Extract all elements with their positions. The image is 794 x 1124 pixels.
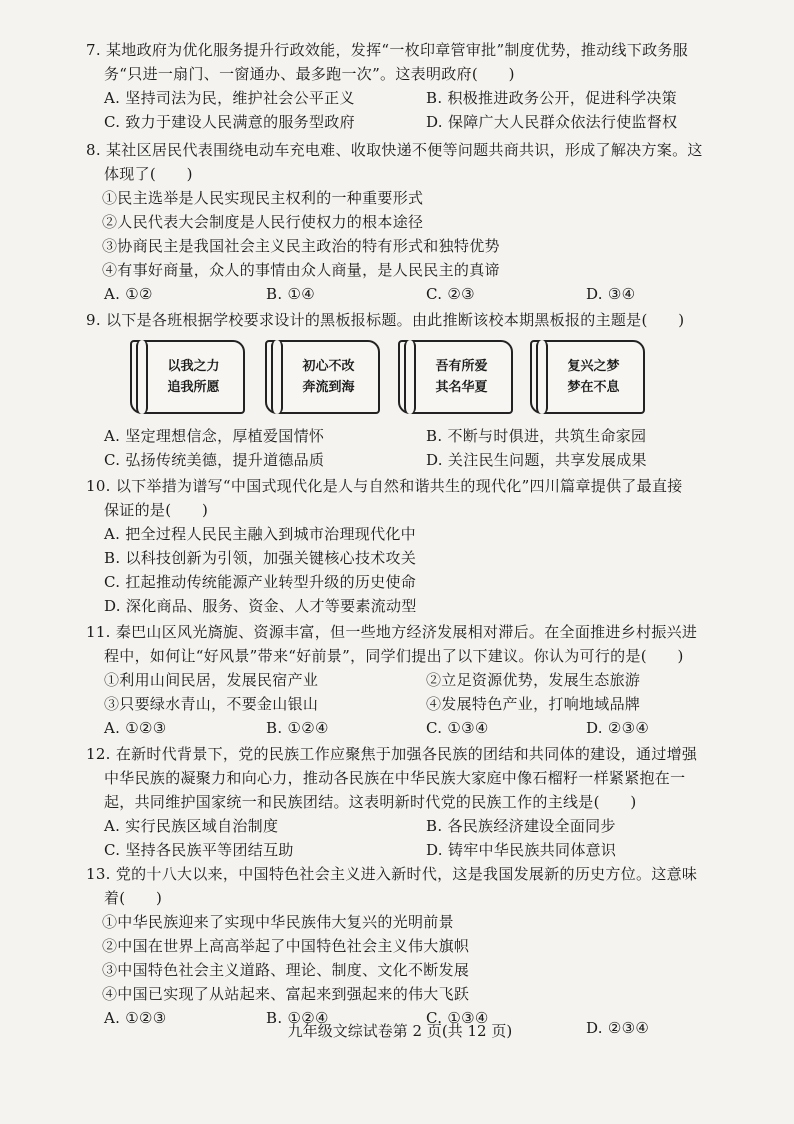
- q9-stem: 9. 以下是各班根据学校要求设计的黑板报标题。由此推断该校本期黑板报的主题是( ): [86, 311, 685, 329]
- q7-stem-cont: 务“只进一扇门、一窗通办、最多跑一次”。这表明政府( ): [104, 65, 515, 83]
- q13-option-d[interactable]: D. ②③④: [586, 1019, 650, 1037]
- q7-option-d[interactable]: D. 保障广大人民群众依法行使监督权: [426, 113, 678, 131]
- q13-option-a[interactable]: A. ①②③: [104, 1009, 167, 1027]
- q8-stem-cont: 体现了( ): [104, 165, 193, 183]
- board-4-line-1: 复兴之梦: [567, 359, 620, 374]
- q8-stem: 8. 某社区居民代表围绕电动车充电难、收取快递不便等问题共商共识，形成了解决方案。这: [86, 141, 703, 159]
- q7-options-row2: [86, 110, 722, 134]
- q11-statements-row2: [86, 692, 722, 716]
- q7-options-row1: [86, 86, 722, 110]
- board-2-line-2: 奔流到海: [302, 380, 355, 395]
- q11-stem-cont: 程中，如何让“好风景”带来“好前景”，同学们提出了以下建议。你认为可行的是( ): [104, 647, 684, 665]
- question-7: [86, 38, 722, 134]
- board-3-line-1: 吾有所爱: [435, 359, 488, 374]
- board-scroll-4: [530, 340, 645, 414]
- q9-options-row1: [86, 424, 722, 448]
- q8-statement-3: ③协商民主是我国社会主义民主政治的特有形式和独特优势: [102, 237, 500, 255]
- q8-option-d[interactable]: D. ③④: [586, 285, 636, 303]
- q12-option-c[interactable]: C. 坚持各民族平等团结互助: [104, 841, 294, 859]
- q11-option-b[interactable]: B. ①②④: [266, 719, 329, 737]
- q12-stem: 12. 在新时代背景下，党的民族工作应聚焦于加强各民族的团结和共同体的建设，通过增强: [86, 745, 698, 763]
- q7-option-c[interactable]: C. 致力于建设人民满意的服务型政府: [104, 113, 355, 131]
- q11-statement-2: ②立足资源优势，发展生态旅游: [426, 671, 641, 689]
- question-10: [86, 474, 722, 618]
- q13-statement-1: ①中华民族迎来了实现中华民族伟大复兴的光明前景: [102, 913, 454, 931]
- q8-option-a[interactable]: A. ①②: [104, 285, 153, 303]
- board-1-line-2: 追我所愿: [167, 380, 220, 395]
- q7-option-a[interactable]: A. 坚持司法为民，维护社会公平正义: [104, 89, 355, 107]
- question-12: [86, 742, 722, 862]
- q13-statement-4: ④中国已实现了从站起来、富起来到强起来的伟大飞跃: [102, 985, 470, 1003]
- q11-statements-row1: [86, 668, 722, 692]
- q10-stem-cont: 保证的是( ): [104, 501, 209, 519]
- q8-statement-4: ④有事好商量，众人的事情由众人商量，是人民民主的真谛: [102, 261, 500, 279]
- board-scroll-2: [265, 340, 380, 414]
- q11-statement-1: ①利用山间民居，发展民宿产业: [104, 671, 319, 689]
- board-4-line-2: 梦在不息: [567, 380, 620, 395]
- q11-options: [86, 716, 722, 740]
- q8-statement-1: ①民主选举是人民实现民主权利的一种重要形式: [102, 189, 424, 207]
- q10-option-a[interactable]: A. 把全过程人民民主融入到城市治理现代化中: [104, 525, 416, 543]
- q9-options-row2: [86, 448, 722, 472]
- q9-option-a[interactable]: A. 坚定理想信念，厚植爱国情怀: [104, 427, 325, 445]
- board-scroll-3: [398, 340, 513, 414]
- q12-options-row1: [86, 814, 722, 838]
- q12-option-a[interactable]: A. 实行民族区域自治制度: [104, 817, 279, 835]
- q13-statement-3: ③中国特色社会主义道路、理论、制度、文化不断发展: [102, 961, 470, 979]
- q12-option-b[interactable]: B. 各民族经济建设全面同步: [426, 817, 616, 835]
- q8-statements: [86, 186, 722, 282]
- q13-statement-2: ②中国在世界上高高举起了中国特色社会主义伟大旗帜: [102, 937, 470, 955]
- q11-option-a[interactable]: A. ①②③: [104, 719, 167, 737]
- q10-option-b[interactable]: B. 以科技创新为引领，加强关键核心技术攻关: [104, 549, 417, 567]
- q8-statement-2: ②人民代表大会制度是人民行使权力的根本途径: [102, 213, 424, 231]
- q12-option-d[interactable]: D. 铸牢中华民族共同体意识: [426, 841, 617, 859]
- board-2-line-1: 初心不改: [302, 359, 355, 374]
- q11-option-d[interactable]: D. ②③④: [586, 719, 650, 737]
- question-11: [86, 620, 722, 740]
- q8-options: [86, 282, 722, 306]
- question-9: [86, 308, 722, 332]
- q9-blackboard-titles: [130, 340, 620, 420]
- q11-option-c[interactable]: C. ①③④: [426, 719, 489, 737]
- q12-options-row2: [86, 838, 722, 862]
- q13-stem: 13. 党的十八大以来，中国特色社会主义进入新时代，这是我国发展新的历史方位。这意味: [86, 865, 698, 883]
- board-scroll-1: [130, 340, 245, 414]
- board-3-line-2: 其名华夏: [435, 380, 488, 395]
- q11-statement-3: ③只要绿水青山，不要金山银山: [104, 695, 319, 713]
- q13-stem-cont: 着( ): [104, 889, 163, 907]
- board-1-line-1: 以我之力: [167, 359, 220, 374]
- q9-option-d[interactable]: D. 关注民生问题，共享发展成果: [426, 451, 647, 469]
- q12-stem-cont-2: 起，共同维护国家统一和民族团结。这表明新时代党的民族工作的主线是( ): [104, 793, 637, 811]
- q10-stem: 10. 以下举措为谱写“中国式现代化是人与自然和谐共生的现代化”四川篇章提供了最直接: [86, 477, 683, 495]
- q10-option-c[interactable]: C. 扛起推动传统能源产业转型升级的历史使命: [104, 573, 417, 591]
- q10-option-d[interactable]: D. 深化商品、服务、资金、人才等要素流动型: [104, 597, 417, 615]
- question-8: [86, 138, 722, 306]
- question-9-options: [86, 424, 722, 472]
- q9-option-c[interactable]: C. 弘扬传统美德，提升道德品质: [104, 451, 325, 469]
- q13-option-c[interactable]: C. ①③④: [426, 1009, 489, 1027]
- q11-statement-4: ④发展特色产业，打响地域品牌: [426, 695, 641, 713]
- page-footer: 九年级文综试卷第 2 页(共 12 页): [287, 1022, 513, 1040]
- q13-option-b[interactable]: B. ①②④: [266, 1009, 329, 1027]
- q11-stem: 11. 秦巴山区风光旖旎、资源丰富，但一些地方经济发展相对滞后。在全面推进乡村振兴进: [86, 623, 698, 641]
- q7-stem: 7. 某地政府为优化服务提升行政效能，发挥“一枚印章管审批”制度优势，推动线下政务服: [86, 41, 689, 59]
- q7-option-b[interactable]: B. 积极推进政务公开，促进科学决策: [426, 89, 677, 107]
- q8-option-b[interactable]: B. ①④: [266, 285, 315, 303]
- q9-option-b[interactable]: B. 不断与时俱进，共筑生命家园: [426, 427, 647, 445]
- q12-stem-cont-1: 中华民族的凝聚力和向心力，推动各民族在中华民族大家庭中像石榴籽一样紧紧抱在一: [104, 769, 686, 787]
- q13-statements: [86, 910, 722, 1006]
- q8-option-c[interactable]: C. ②③: [426, 285, 475, 303]
